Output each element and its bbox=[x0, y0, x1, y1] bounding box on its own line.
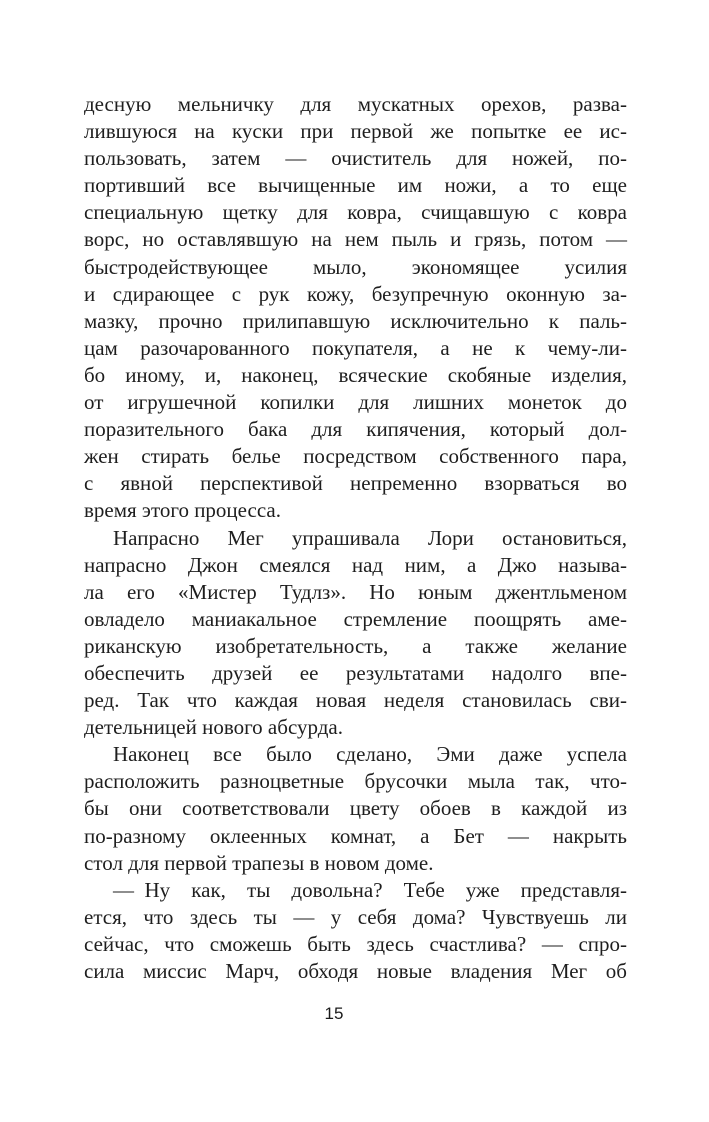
text-line: по-разному оклеенных комнат, а Бет — накрыть bbox=[84, 823, 627, 848]
paragraph bbox=[84, 91, 627, 525]
text-line: ред. Так что каждая новая неделя становилась сви- bbox=[84, 688, 627, 713]
text-line: и сдирающее с рук кожу, безупречную оконную за- bbox=[84, 281, 627, 306]
text-line: цам разочарованного покупателя, а не к чему-ли- bbox=[84, 335, 627, 360]
paragraph bbox=[84, 877, 627, 985]
text-line: Наконец все было сделано, Эми даже успела bbox=[113, 742, 627, 767]
text-line: ла его «Мистер Тудлз». Но юным джентльменом bbox=[84, 579, 627, 604]
text-line: сейчас, что сможешь быть здесь счастлива? — спро- bbox=[84, 931, 627, 956]
text-line: стол для первой трапезы в новом доме. bbox=[84, 850, 434, 875]
paragraph bbox=[84, 741, 627, 876]
text-line: обеспечить друзей ее результатами надолго впе- bbox=[84, 660, 627, 685]
text-line: поразительного бака для кипячения, который дол- bbox=[84, 417, 627, 442]
page-number: 15 bbox=[324, 1004, 344, 1023]
text-line: десную мельничку для мускатных орехов, разва- bbox=[84, 92, 627, 116]
text-line: жен стирать белье посредством собственного пара, bbox=[84, 444, 627, 469]
text-line: пользовать, затем — очиститель для ножей, по- bbox=[84, 146, 627, 171]
text-line: овладело маниакальное стремление поощрять аме- bbox=[84, 606, 627, 631]
text-line: сила миссис Марч, обходя новые владения Мег об bbox=[84, 959, 627, 983]
text-block bbox=[84, 91, 627, 985]
text-line: бо иному, и, наконец, всяческие скобяные изделия, bbox=[84, 362, 627, 387]
text-line: ворс, но оставлявшую на нем пыль и грязь, потом — bbox=[84, 227, 627, 252]
text-line: мазку, прочно прилипавшую исключительно к паль- bbox=[84, 308, 627, 333]
text-line: ется, что здесь ты — у себя дома? Чувствуешь ли bbox=[84, 904, 627, 929]
text-line: — Ну как, ты довольна? Тебе уже представля- bbox=[113, 877, 627, 902]
text-line: от игрушечной копилки для лишних монеток до bbox=[84, 390, 627, 415]
text-line: специальную щетку для ковра, счищавшую с ковра bbox=[84, 200, 627, 225]
text-line: лившуюся на куски при первой же попытке ее ис- bbox=[84, 119, 627, 144]
text-line: детельницей нового абсурда. bbox=[84, 715, 343, 740]
text-line: с явной перспективой непременно взорваться во bbox=[84, 471, 627, 496]
text-line: риканскую изобретательность, а также желание bbox=[84, 633, 627, 658]
text-line: быстродействующее мыло, экономящее усилия bbox=[84, 254, 627, 279]
text-line: бы они соответствовали цвету обоев в каждой из bbox=[84, 796, 627, 821]
paragraph bbox=[84, 525, 627, 742]
text-line: расположить разноцветные брусочки мыла так, что- bbox=[84, 769, 627, 794]
text-line: время этого процесса. bbox=[84, 498, 281, 523]
text-line: Напрасно Мег упрашивала Лори остановиться, bbox=[113, 525, 627, 550]
text-line: напрасно Джон смеялся над ним, а Джо называ- bbox=[84, 552, 627, 577]
text-line: портивший все вычищенные им ножи, а то еще bbox=[84, 173, 627, 198]
